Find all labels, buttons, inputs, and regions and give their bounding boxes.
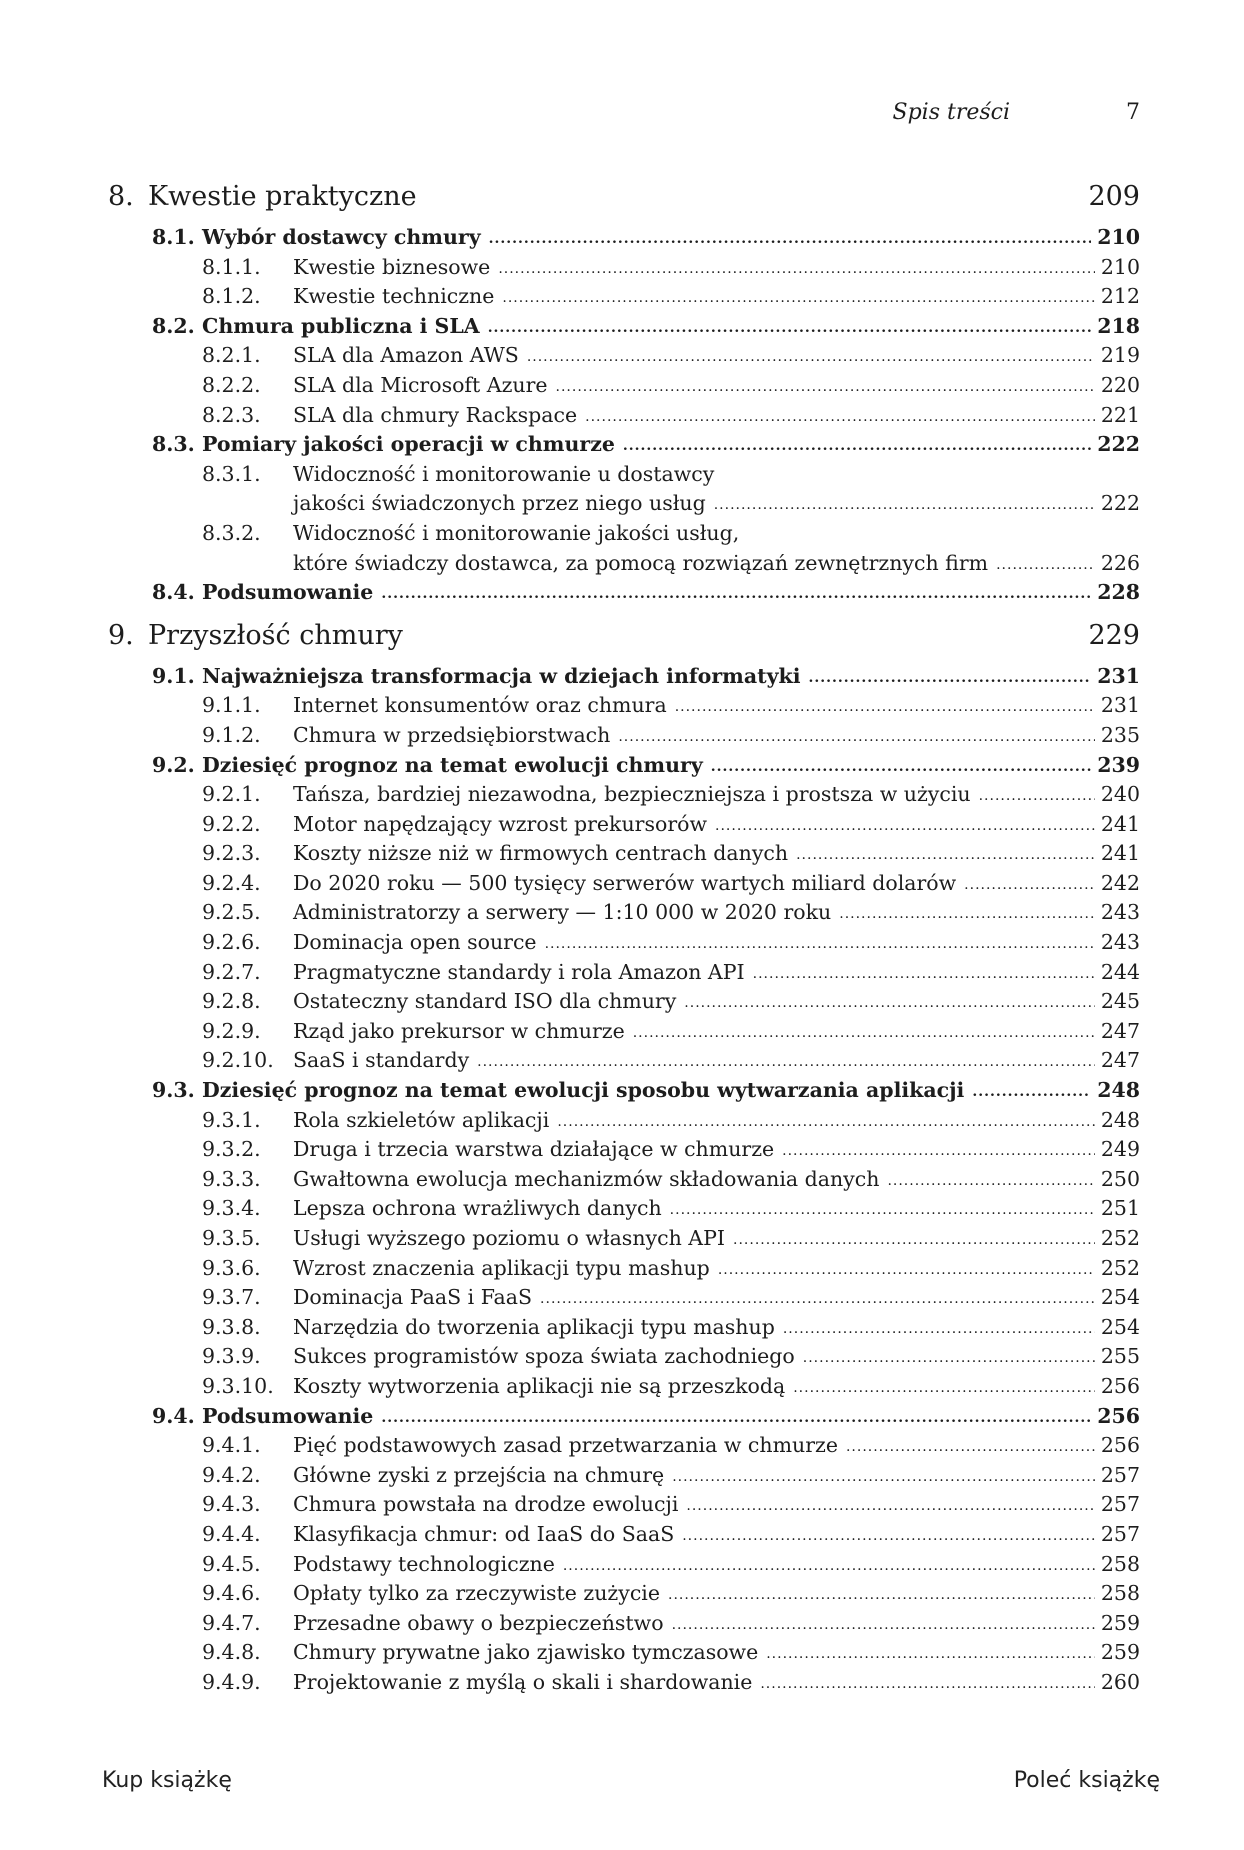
chapter-heading (108, 620, 1140, 664)
toc-subsection-entry (108, 1196, 1140, 1226)
dot-leader (670, 1195, 1095, 1219)
entry-number: 8.3.2. (202, 520, 261, 545)
entry-number: 9.3.6. (202, 1255, 261, 1280)
chapter-title: Przyszłość chmury (148, 619, 403, 651)
toc-subsection-entry (108, 960, 1140, 990)
entry-title: SLA dla chmury Rackspace (293, 402, 578, 427)
entry-title: które świadczy dostawca, za pomocą rozwiązań zewnętrznych firm (293, 550, 989, 575)
chapter-page: 209 (1088, 181, 1140, 212)
dot-leader (783, 1314, 1095, 1338)
dot-leader (498, 254, 1095, 278)
entry-number: 9.2.9. (202, 1018, 261, 1043)
dot-leader (846, 1432, 1095, 1456)
entry-number: 9.4.8. (202, 1640, 261, 1665)
dot-leader (489, 224, 1092, 248)
entry-title: Podsumowanie (202, 1403, 374, 1428)
toc-subsection-entry (108, 1226, 1140, 1256)
entry-number: 9.1.2. (202, 722, 261, 747)
dot-leader (796, 840, 1095, 864)
entry-page: 220 (1100, 372, 1140, 397)
entry-page: 222 (1097, 432, 1140, 457)
entry-number: 9.4.6. (202, 1581, 261, 1606)
dot-leader (545, 929, 1095, 953)
entry-number: 9.3.2. (202, 1137, 261, 1162)
entry-title: Dominacja open source (293, 930, 537, 955)
toc-subsection-entry (108, 1256, 1140, 1286)
entry-title: Najważniejsza transformacja w dziejach informatyki (202, 663, 801, 688)
entry-title: Kwestie biznesowe (293, 254, 491, 279)
dot-leader (563, 1551, 1095, 1575)
entry-title: Wybór dostawcy chmury (202, 225, 481, 249)
toc-subsection-entry (108, 1344, 1140, 1374)
dot-leader (672, 1610, 1095, 1634)
toc-subsection-entry (108, 1108, 1140, 1138)
entry-title: Koszty niższe niż w firmowych centrach danych (293, 841, 789, 866)
entry-page: 235 (1100, 722, 1140, 747)
entry-title: SaaS i standardy (293, 1048, 470, 1073)
toc-subsection-entry (108, 284, 1140, 314)
toc-section-entry (108, 225, 1140, 255)
entry-page: 252 (1100, 1226, 1140, 1250)
entry-number: 9.4.3. (202, 1492, 261, 1517)
entry-number: 9.2.10. (202, 1048, 274, 1073)
entry-title: Chmura powstała na drodze ewolucji (293, 1492, 679, 1517)
entry-number: 9.4.2. (202, 1462, 261, 1487)
running-header-title: Spis treści (892, 100, 1010, 125)
toc-subsection-entry (108, 871, 1140, 901)
entry-title: jakości świadczonych przez niego usług (293, 491, 706, 516)
entry-number: 9.1. (152, 663, 195, 688)
entry-page: 239 (1097, 752, 1140, 777)
entry-page: 259 (1100, 1610, 1140, 1635)
dot-leader (633, 1018, 1095, 1042)
dot-leader (381, 579, 1091, 603)
toc-subsection-entry (108, 1670, 1140, 1700)
entry-number: 9.3.1. (202, 1107, 261, 1132)
toc-subsection-entry (108, 462, 1140, 492)
entry-number: 9.4.9. (202, 1669, 261, 1694)
toc-subsection-entry (108, 521, 1140, 551)
entry-page: 218 (1097, 313, 1140, 338)
toc-section-entry (108, 1078, 1140, 1108)
entry-title: Lepsza ochrona wrażliwych danych (293, 1196, 662, 1221)
entry-title: SLA dla Microsoft Azure (293, 372, 548, 397)
entry-page: 231 (1097, 663, 1140, 688)
toc-subsection-entry (108, 1433, 1140, 1463)
toc-subsection-entry (108, 1167, 1140, 1197)
entry-title: Sukces programistów spoza świata zachodniego (293, 1344, 795, 1369)
toc-subsection-entry (108, 1611, 1140, 1641)
dot-leader (793, 1373, 1095, 1397)
dot-leader (715, 811, 1095, 835)
entry-page: 221 (1100, 402, 1140, 427)
entry-page: 226 (1100, 550, 1140, 575)
dot-leader (488, 313, 1092, 337)
dot-leader (760, 1669, 1095, 1693)
dot-leader (996, 550, 1095, 574)
entry-title: Koszty wytworzenia aplikacji nie są przeszkodą (293, 1373, 786, 1398)
dot-leader (556, 372, 1095, 396)
entry-number: 9.4.7. (202, 1610, 261, 1635)
entry-page: 260 (1100, 1669, 1140, 1694)
dot-leader (714, 490, 1095, 514)
dot-leader (718, 1255, 1095, 1279)
entry-title: Przesadne obawy o bezpieczeństwo (293, 1610, 664, 1635)
dot-leader (540, 1284, 1095, 1308)
chapter-page: 229 (1088, 619, 1140, 651)
entry-number: 9.3.10. (202, 1373, 274, 1398)
entry-number: 9.2.1. (202, 782, 261, 807)
entry-number: 9.2.4. (202, 870, 261, 895)
entry-page: 250 (1100, 1166, 1140, 1191)
dot-leader (527, 342, 1095, 366)
toc-subsection-entry (108, 989, 1140, 1019)
entry-page: 231 (1100, 693, 1140, 718)
dot-leader (684, 988, 1095, 1012)
entry-page: 257 (1100, 1492, 1140, 1517)
entry-page: 256 (1100, 1373, 1140, 1398)
entry-number: 9.1.1. (202, 693, 261, 718)
entry-title: Internet konsumentów oraz chmura (293, 693, 667, 718)
entry-title: Główne zyski z przejścia na chmurę (293, 1462, 665, 1487)
entry-page: 247 (1100, 1048, 1140, 1073)
dot-leader (557, 1107, 1095, 1131)
entry-title: Dominacja PaaS i FaaS (293, 1285, 533, 1310)
entry-title: Pięć podstawowych zasad przetwarzania w chmurze (293, 1433, 838, 1458)
toc-subsection-entry (108, 1463, 1140, 1493)
entry-number: 9.3.4. (202, 1196, 261, 1221)
dot-leader (803, 1343, 1095, 1367)
toc-subsection-entry (108, 1640, 1140, 1670)
toc-subsection-entry (108, 1374, 1140, 1404)
entry-page: 252 (1100, 1255, 1140, 1280)
entry-title: Usługi wyższego poziomu o własnych API (293, 1226, 726, 1250)
entry-title: Tańsza, bardziej niezawodna, bezpieczniejsza i prostsza w użyciu (293, 782, 971, 807)
entry-title: Gwałtowna ewolucja mechanizmów składowania danych (293, 1166, 880, 1191)
entry-number: 9.2.8. (202, 989, 261, 1014)
entry-page: 249 (1100, 1137, 1140, 1162)
entry-page: 248 (1100, 1107, 1140, 1132)
toc-subsection-entry (108, 551, 1140, 581)
chapter-number: 8. (108, 181, 134, 212)
entry-page: 255 (1100, 1344, 1140, 1369)
entry-title: Podstawy technologiczne (293, 1551, 555, 1576)
entry-number: 9.2.6. (202, 930, 261, 955)
toc-section-entry (108, 580, 1140, 610)
toc-section-entry (108, 753, 1140, 783)
entry-number: 9.2.3. (202, 841, 261, 866)
entry-number: 9.2.5. (202, 900, 261, 925)
entry-number: 8.1. (152, 225, 195, 249)
entry-page: 245 (1100, 989, 1140, 1014)
entry-title: Narzędzia do tworzenia aplikacji typu mashup (293, 1314, 775, 1339)
entry-number: 9.3.7. (202, 1285, 261, 1310)
entry-number: 8.4. (152, 580, 195, 605)
entry-page: 244 (1100, 959, 1140, 984)
dot-leader (502, 283, 1094, 307)
dot-leader (766, 1639, 1095, 1663)
entry-page: 241 (1100, 811, 1140, 836)
toc-subsection-entry (108, 1522, 1140, 1552)
entry-page: 240 (1100, 782, 1140, 807)
dot-leader (782, 1136, 1095, 1160)
entry-number: 8.1.2. (202, 284, 261, 309)
entry-title: Ostateczny standard ISO dla chmury (293, 989, 677, 1014)
dot-leader (682, 1521, 1095, 1545)
chapter-heading (108, 181, 1140, 225)
entry-page: 254 (1100, 1314, 1140, 1339)
dot-leader (753, 959, 1095, 983)
toc-subsection-entry (108, 491, 1140, 521)
entry-page: 251 (1100, 1196, 1140, 1221)
entry-page: 219 (1100, 343, 1140, 368)
entry-number: 9.3. (152, 1078, 195, 1103)
running-header (118, 100, 1140, 134)
entry-page: 212 (1100, 284, 1140, 309)
toc-subsection-entry (108, 255, 1140, 285)
dot-leader (623, 431, 1091, 455)
dot-leader (839, 899, 1095, 923)
entry-title: Klasyfikacja chmur: od IaaS do SaaS (293, 1521, 675, 1546)
chapter-number: 9. (108, 619, 134, 651)
page-number: 7 (1126, 100, 1140, 125)
entry-number: 9.2.2. (202, 811, 261, 836)
toc-subsection-entry (108, 343, 1140, 373)
toc-subsection-entry (108, 1137, 1140, 1167)
entry-page: 228 (1097, 580, 1140, 605)
entry-number: 9.3.9. (202, 1344, 261, 1369)
entry-title: Projektowanie z myślą o skali i shardowanie (293, 1669, 753, 1694)
toc-subsection-entry (108, 723, 1140, 753)
toc-section-entry (108, 432, 1140, 462)
entry-page: 256 (1097, 1403, 1140, 1428)
entry-title: Rząd jako prekursor w chmurze (293, 1018, 625, 1043)
entry-number: 9.2. (152, 752, 195, 777)
entry-page: 257 (1100, 1521, 1140, 1546)
entry-number: 8.2.2. (202, 372, 261, 397)
dot-leader (979, 781, 1095, 805)
toc-subsection-entry (108, 373, 1140, 403)
toc-section-entry (108, 664, 1140, 694)
toc-subsection-entry (108, 693, 1140, 723)
entry-number: 8.2.1. (202, 343, 261, 368)
entry-number: 8.3. (152, 432, 195, 457)
entry-page: 248 (1097, 1078, 1140, 1103)
entry-page: 258 (1100, 1551, 1140, 1576)
entry-title: Motor napędzający wzrost prekursorów (293, 811, 708, 836)
buy-book-link[interactable]: Kup książkę (102, 1768, 232, 1793)
entry-title: Do 2020 roku — 500 tysięcy serwerów wartych miliard dolarów (293, 870, 957, 895)
dot-leader (668, 1580, 1095, 1604)
entry-page: 258 (1100, 1581, 1140, 1606)
toc-subsection-entry (108, 930, 1140, 960)
toc-section-entry (108, 1404, 1140, 1434)
entry-title: Pomiary jakości operacji w chmurze (202, 432, 615, 457)
toc-subsection-entry (108, 812, 1140, 842)
dot-leader (675, 692, 1095, 716)
dot-leader (972, 1077, 1091, 1101)
entry-number: 9.3.8. (202, 1314, 261, 1339)
entry-page: 210 (1100, 254, 1140, 279)
entry-title: Chmura publiczna i SLA (202, 313, 480, 338)
dot-leader (618, 722, 1095, 746)
entry-title: Kwestie techniczne (293, 284, 495, 309)
entry-number: 9.4.4. (202, 1521, 261, 1546)
entry-title: Podsumowanie (202, 580, 374, 605)
entry-title: Chmury prywatne jako zjawisko tymczasowe (293, 1640, 759, 1665)
entry-page: 210 (1097, 225, 1140, 249)
entry-number: 8.2. (152, 313, 195, 338)
toc-section-entry (108, 314, 1140, 344)
toc-subsection-entry (108, 403, 1140, 433)
toc-subsection-entry (108, 1552, 1140, 1582)
entry-page: 243 (1100, 900, 1140, 925)
toc-subsection-entry (108, 1581, 1140, 1611)
entry-title: Administratorzy a serwery — 1:10 000 w 2020 roku (293, 900, 832, 925)
entry-page: 241 (1100, 841, 1140, 866)
entry-title: Dziesięć prognoz na temat ewolucji chmury (202, 752, 703, 777)
dot-leader (733, 1225, 1095, 1249)
dot-leader (711, 752, 1091, 776)
entry-page: 247 (1100, 1018, 1140, 1043)
entry-title: Druga i trzecia warstwa działające w chmurze (293, 1137, 775, 1162)
dot-leader (887, 1166, 1094, 1190)
entry-number: 9.3.5. (202, 1226, 261, 1250)
entry-number: 9.2.7. (202, 959, 261, 984)
entry-number: 9.4. (152, 1403, 195, 1428)
entry-number: 8.1.1. (202, 254, 261, 279)
entry-page: 256 (1100, 1433, 1140, 1458)
entry-page: 254 (1100, 1285, 1140, 1310)
toc-subsection-entry (108, 1492, 1140, 1522)
toc-subsection-entry (108, 782, 1140, 812)
entry-title: SLA dla Amazon AWS (293, 343, 519, 368)
toc-subsection-entry (108, 1315, 1140, 1345)
entry-title: Widoczność i monitorowanie jakości usług, (293, 520, 740, 545)
dot-leader (964, 870, 1095, 894)
entry-number: 9.4.5. (202, 1551, 261, 1576)
entry-title: Chmura w przedsiębiorstwach (293, 722, 611, 747)
dot-leader (381, 1403, 1091, 1427)
entry-page: 243 (1100, 930, 1140, 955)
entry-title: Pragmatyczne standardy i rola Amazon API (293, 959, 745, 984)
recommend-book-link[interactable]: Poleć książkę (1013, 1768, 1160, 1793)
entry-number: 9.4.1. (202, 1433, 261, 1458)
toc-subsection-entry (108, 1048, 1140, 1078)
table-of-contents (108, 181, 1140, 1700)
entry-title: Wzrost znaczenia aplikacji typu mashup (293, 1255, 710, 1280)
toc-subsection-entry (108, 841, 1140, 871)
entry-number: 9.3.3. (202, 1166, 261, 1191)
entry-title: Widoczność i monitorowanie u dostawcy (293, 461, 715, 486)
dot-leader (686, 1491, 1094, 1515)
dot-leader (809, 663, 1092, 687)
entry-number: 8.2.3. (202, 402, 261, 427)
toc-subsection-entry (108, 1285, 1140, 1315)
entry-title: Opłaty tylko za rzeczywiste zużycie (293, 1581, 660, 1606)
chapter-title: Kwestie praktyczne (148, 181, 417, 212)
dot-leader (672, 1462, 1095, 1486)
entry-title: Dziesięć prognoz na temat ewolucji sposobu wytwarzania aplikacji (202, 1078, 965, 1103)
toc-subsection-entry (108, 900, 1140, 930)
entry-page: 222 (1100, 491, 1140, 516)
dot-leader (585, 402, 1095, 426)
dot-leader (477, 1047, 1095, 1071)
entry-page: 259 (1100, 1640, 1140, 1665)
entry-page: 242 (1100, 870, 1140, 895)
entry-number: 8.3.1. (202, 461, 261, 486)
toc-subsection-entry (108, 1019, 1140, 1049)
entry-title: Rola szkieletów aplikacji (293, 1107, 550, 1132)
entry-page: 257 (1100, 1462, 1140, 1487)
